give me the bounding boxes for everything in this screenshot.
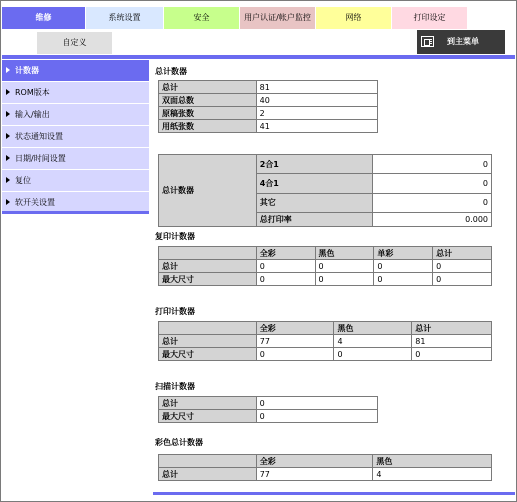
arrow-right-icon [6,155,10,161]
row-value: 0 [256,397,377,410]
table-row [159,273,492,286]
tab-maintenance[interactable]: 维修 [2,7,86,29]
total-counter-group-table [158,154,492,227]
row-label: 4合1 [256,174,373,193]
table-row [159,410,378,423]
cell-value: 0 [433,273,492,286]
cell-value: 81 [412,335,492,348]
header-blank [159,247,257,260]
table-header-row [159,247,492,260]
sidebar-item-rom-version[interactable] [2,82,149,104]
total-counter-table [158,80,378,133]
table-row [159,335,492,348]
cell-value: 0 [256,348,334,361]
sidebar-item-date-time[interactable] [2,148,149,170]
tab-security[interactable]: 安全 [164,7,240,29]
sidebar-item-status-notification[interactable] [2,126,149,148]
sidebar-item-label: 软开关设置 [15,198,55,207]
column-header: 全彩 [256,247,315,260]
copy-counter-table [158,246,492,286]
cell-value: 0 [433,260,492,273]
header-blank [159,455,257,468]
sidebar-item-counter[interactable] [2,60,149,82]
table-row [159,107,378,120]
cell-value: 0 [334,348,412,361]
cell-value: 0 [315,260,374,273]
arrow-right-icon [6,89,10,95]
section-title-color-counter: 彩色总计数器 [155,438,203,447]
print-counter-table [158,321,492,361]
tab-system-settings[interactable]: 系统设置 [86,7,164,29]
main-menu-icon [421,36,434,47]
section-title-scan-counter: 扫描计数器 [155,382,195,391]
cell-value: 0 [315,273,374,286]
row-value: 41 [256,120,377,133]
row-value: 2 [256,107,377,120]
table-row [159,155,492,174]
row-label: 其它 [256,193,373,212]
column-header: 黑色 [373,455,492,468]
cell-value: 0 [256,260,315,273]
table-row [159,81,378,94]
row-label: 双面总数 [159,94,257,107]
sidebar-item-label: 计数器 [15,66,39,75]
section-title-total-counter: 总计数器 [155,67,187,76]
row-label: 总计 [159,468,257,481]
sidebar-item-reset[interactable] [2,170,149,192]
color-counter-table [158,454,492,481]
section-title-copy-counter: 复印计数器 [155,232,195,241]
group-label: 总计数器 [159,155,257,227]
arrow-right-icon [6,133,10,139]
row-value: 0.000 [373,212,492,226]
sidebar-divider [2,211,149,214]
column-header: 单彩 [374,247,433,260]
table-header-row [159,322,492,335]
main-menu-button[interactable] [417,30,505,54]
row-label: 总计 [159,260,257,273]
header-divider [2,55,515,59]
row-value: 0 [256,410,377,423]
cell-value: 77 [256,468,373,481]
arrow-right-icon [6,199,10,205]
cell-value: 0 [374,273,433,286]
row-label: 用纸张数 [159,120,257,133]
arrow-right-icon [6,111,10,117]
column-header: 全彩 [256,455,373,468]
table-row [159,260,492,273]
scan-counter-table [158,396,378,423]
row-label: 总计 [159,397,257,410]
table-row [159,94,378,107]
cell-value: 0 [256,273,315,286]
cell-value: 4 [373,468,492,481]
arrow-right-icon [6,177,10,183]
sidebar-item-label: 日期/时间设置 [15,154,66,163]
tab-print-settings[interactable]: 打印设定 [392,7,468,29]
row-label: 最大尺寸 [159,348,257,361]
row-label: 最大尺寸 [159,273,257,286]
column-header: 黑色 [334,322,412,335]
section-title-print-counter: 打印计数器 [155,307,195,316]
tab-network[interactable]: 网络 [316,7,392,29]
row-value: 0 [373,155,492,174]
row-label: 2合1 [256,155,373,174]
header-blank [159,322,257,335]
sidebar [2,60,149,214]
main-menu-label: 到主菜单 [447,37,479,46]
column-header: 总计 [412,322,492,335]
sidebar-item-label: ROM版本 [15,88,50,97]
row-label: 原稿张数 [159,107,257,120]
row-value: 0 [373,174,492,193]
table-row [159,397,378,410]
table-row [159,468,492,481]
table-header-row [159,455,492,468]
row-value: 0 [373,193,492,212]
row-label: 总打印率 [256,212,373,226]
table-row [159,120,378,133]
sidebar-item-label: 输入/输出 [15,110,50,119]
tab-custom[interactable]: 自定义 [37,32,113,54]
sidebar-item-input-output[interactable] [2,104,149,126]
sidebar-item-label: 复位 [15,176,31,185]
sidebar-item-label: 状态通知设置 [15,132,63,141]
tab-user-auth[interactable]: 用户认证/帐户监控 [240,7,316,29]
cell-value: 77 [256,335,334,348]
column-header: 全彩 [256,322,334,335]
row-value: 81 [256,81,377,94]
row-label: 总计 [159,335,257,348]
footer-divider [153,492,515,495]
cell-value: 0 [412,348,492,361]
row-value: 40 [256,94,377,107]
cell-value: 0 [374,260,433,273]
row-label: 总计 [159,81,257,94]
arrow-right-icon [6,67,10,73]
cell-value: 4 [334,335,412,348]
column-header: 黑色 [315,247,374,260]
table-row [159,348,492,361]
column-header: 总计 [433,247,492,260]
row-label: 最大尺寸 [159,410,257,423]
